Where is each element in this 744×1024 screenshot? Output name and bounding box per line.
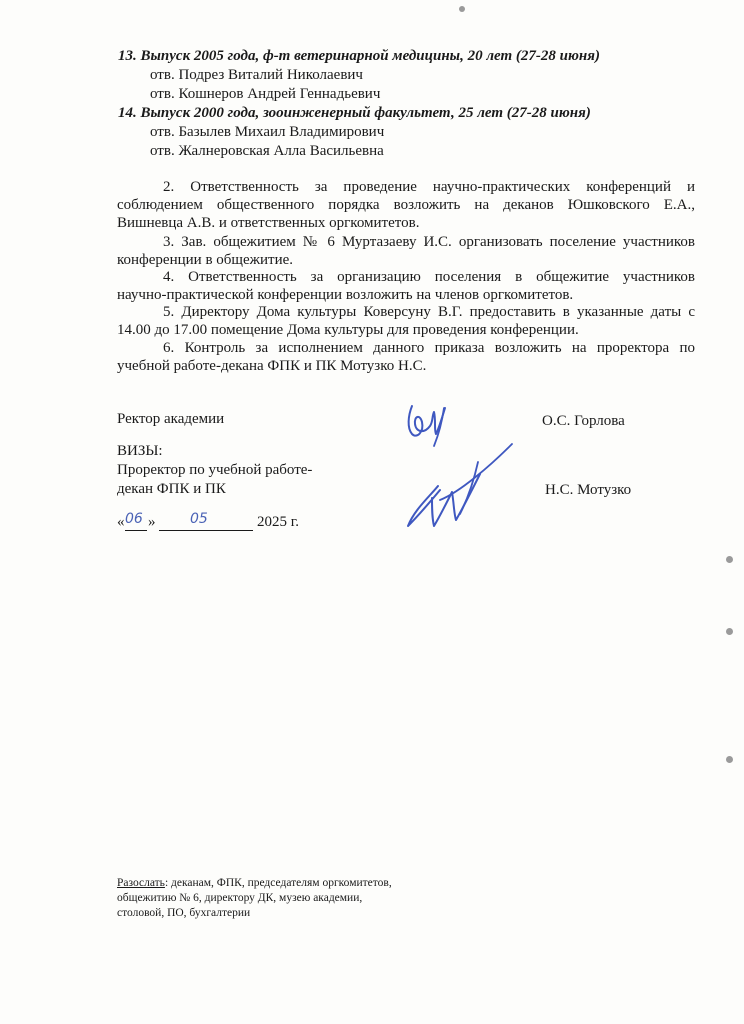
paragraph-2-line-3: Вишневца А.В. и ответственных оргкомитетов. bbox=[117, 215, 420, 231]
paragraph-3-line-1: 3. Зав. общежитием № 6 Муртазаеву И.С. организовать поселение участников bbox=[163, 234, 695, 250]
distribution-line-2: общежитию № 6, директору ДК, музею академии, bbox=[117, 892, 363, 904]
prorector-label-line-1: Проректор по учебной работе- bbox=[117, 462, 313, 478]
date-open-quote: « bbox=[117, 514, 125, 530]
graduate-13-responsible-1: отв. Подрез Виталий Николаевич bbox=[150, 67, 363, 83]
prorector-name: Н.С. Мотузко bbox=[545, 482, 632, 498]
date-close-quote: » bbox=[148, 514, 156, 530]
paragraph-4-line-2: научно-практической конференции возложить на членов оргкомитетов. bbox=[117, 287, 574, 303]
date-day: 06 bbox=[125, 511, 143, 527]
scan-dot bbox=[726, 556, 733, 563]
scan-dot bbox=[726, 756, 733, 763]
paragraph-2 bbox=[117, 178, 695, 232]
prorector-signature bbox=[400, 440, 518, 532]
graduate-14-responsible-1: отв. Базылев Михаил Владимирович bbox=[150, 124, 385, 140]
paragraph-4 bbox=[117, 268, 695, 304]
distribution-line-1 bbox=[117, 876, 392, 891]
graduate-13-title: 13. Выпуск 2005 года, ф-т ветеринарной медицины, 20 лет (27-28 июня) bbox=[118, 48, 600, 64]
distribution-text-1: : деканам, ФПК, председателям оргкомитетов, bbox=[164, 877, 392, 889]
scan-dot bbox=[459, 6, 465, 12]
rector-name: О.С. Горлова bbox=[542, 413, 625, 429]
paragraph-6-line-2: учебной работе-декана ФПК и ПК Мотузко Н.С. bbox=[117, 358, 427, 374]
scan-dot bbox=[726, 628, 733, 635]
paragraph-3 bbox=[117, 233, 695, 269]
visas-label: ВИЗЫ: bbox=[117, 443, 163, 459]
paragraph-4-line-1: 4. Ответственность за организацию поселения в общежитие участников bbox=[163, 269, 695, 285]
paragraph-5-line-1: 5. Директору Дома культуры Коверсуну В.Г. предоставить в указанные даты с bbox=[163, 304, 695, 320]
distribution-label: Разослать bbox=[117, 877, 165, 889]
paragraph-2-line-1: 2. Ответственность за проведение научно-практических конференций и bbox=[163, 179, 695, 195]
rector-label: Ректор академии bbox=[117, 411, 225, 427]
paragraph-5 bbox=[117, 303, 695, 339]
graduate-14-responsible-2: отв. Жалнеровская Алла Васильевна bbox=[150, 143, 384, 159]
prorector-label-line-2: декан ФПК и ПК bbox=[117, 481, 226, 497]
paragraph-6-line-1: 6. Контроль за исполнением данного приказа возложить на проректора по bbox=[163, 340, 695, 356]
date-month-underline bbox=[159, 530, 253, 531]
graduate-13-responsible-2: отв. Кошнеров Андрей Геннадьевич bbox=[150, 86, 381, 102]
paragraph-6 bbox=[117, 339, 695, 375]
distribution-line-3: столовой, ПО, бухгалтерии bbox=[117, 907, 251, 919]
date-year: 2025 г. bbox=[257, 514, 299, 530]
graduate-14-title: 14. Выпуск 2000 года, зооинженерный факультет, 25 лет (27-28 июня) bbox=[118, 105, 591, 121]
date-month: 05 bbox=[190, 511, 208, 527]
paragraph-2-line-2: соблюдением общественного порядка возложить на деканов Юшковского Е.А., bbox=[117, 197, 695, 213]
date-day-underline bbox=[125, 530, 147, 531]
date-line bbox=[117, 511, 317, 534]
paragraph-3-line-2: конференции в общежитие. bbox=[117, 252, 294, 268]
paragraph-5-line-2: 14.00 до 17.00 помещение Дома культуры для проведения конференции. bbox=[117, 322, 579, 338]
